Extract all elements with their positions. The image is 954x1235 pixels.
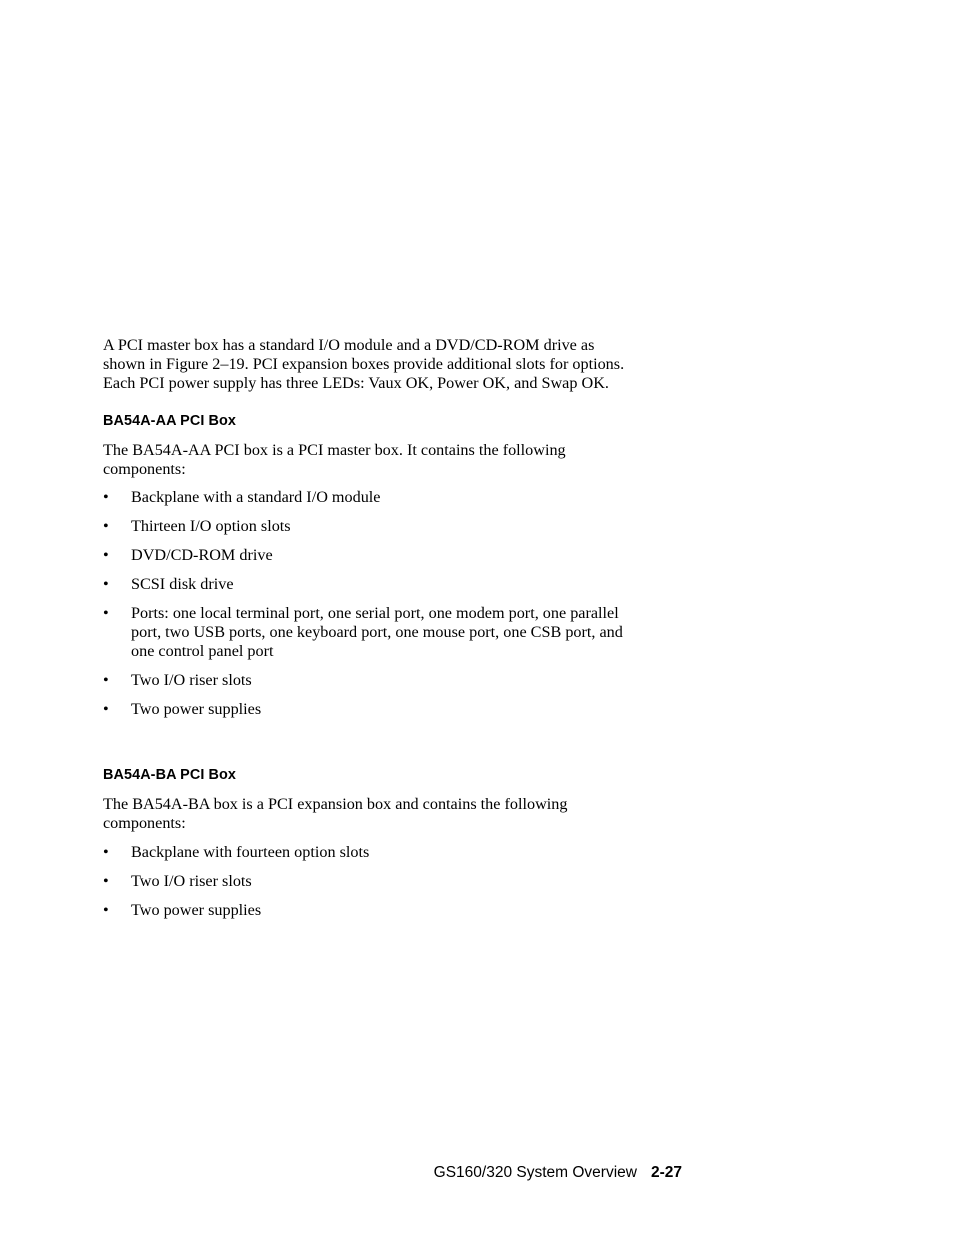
lead-line: The BA54A-BA box is a PCI expansion box and contains the following (103, 795, 568, 813)
bullet-icon: • (103, 901, 109, 919)
list-item-text: DVD/CD-ROM drive (131, 546, 273, 564)
intro-paragraph (103, 336, 693, 394)
bullet-icon: • (103, 488, 109, 506)
intro-line: shown in Figure 2–19. PCI expansion boxes provide additional slots for options. (103, 355, 625, 374)
section-aa-lead-paragraph (103, 441, 693, 479)
lead-line: components: (103, 460, 186, 479)
bullet-icon: • (103, 604, 109, 622)
bullet-icon: • (103, 700, 109, 718)
section-heading-ba54a-aa: BA54A-AA PCI Box (103, 413, 236, 429)
intro-line: Each PCI power supply has three LEDs: Vaux OK, Power OK, and Swap OK. (103, 374, 609, 393)
bullet-icon: • (103, 546, 109, 564)
list-item-text (131, 604, 691, 662)
bullet-icon: • (103, 575, 109, 593)
bullet-icon: • (103, 671, 109, 689)
list-item-line: port, two USB ports, one keyboard port, one mouse port, one CSB port, and (131, 623, 623, 642)
list-item-text: Two power supplies (131, 700, 262, 718)
list-item-text: Two power supplies (131, 901, 262, 919)
lead-line: components: (103, 814, 186, 833)
footer-title: GS160/320 System Overview (433, 1164, 637, 1181)
section-ba-lead-paragraph (103, 795, 693, 833)
list-item-line: one control panel port (131, 642, 274, 661)
bullet-icon: • (103, 843, 109, 861)
page-footer (420, 1163, 682, 1183)
lead-line: The BA54A-AA PCI box is a PCI master box. It contains the following (103, 441, 566, 459)
list-item-text: SCSI disk drive (131, 575, 234, 593)
section-heading-ba54a-ba: BA54A-BA PCI Box (103, 767, 236, 783)
list-item-line: Ports: one local terminal port, one serial port, one modem port, one parallel (131, 604, 619, 622)
list-item-text: Two I/O riser slots (131, 671, 252, 689)
list-item-text: Backplane with fourteen option slots (131, 843, 370, 861)
bullet-icon: • (103, 517, 109, 535)
bullet-icon: • (103, 872, 109, 890)
list-item-text: Two I/O riser slots (131, 872, 252, 890)
page-number: 2-27 (650, 1164, 682, 1181)
list-item-text: Thirteen I/O option slots (131, 517, 291, 535)
list-item-text: Backplane with a standard I/O module (131, 488, 381, 506)
intro-line: A PCI master box has a standard I/O module and a DVD/CD-ROM drive as (103, 336, 595, 354)
